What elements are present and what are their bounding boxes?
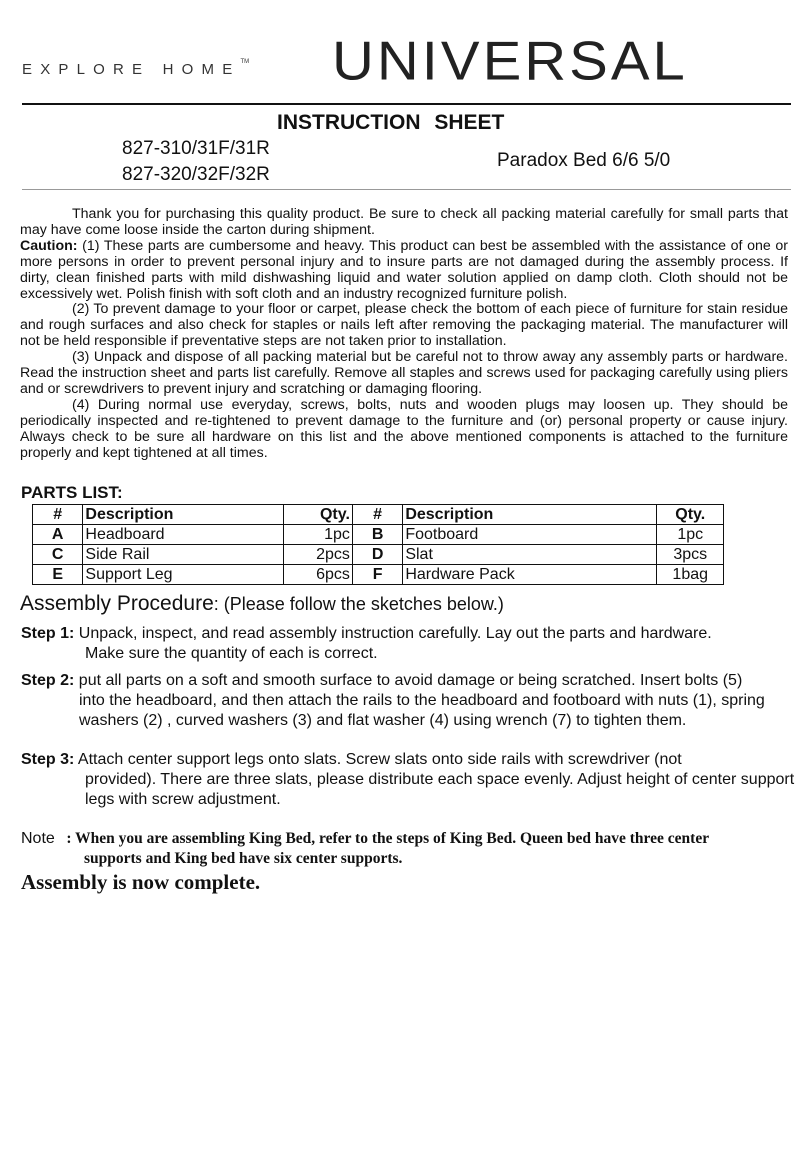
parts-table-header <box>33 505 724 525</box>
parts-list-heading: PARTS LIST: <box>21 483 123 502</box>
model-number-2: 827-320/32F/32R <box>122 164 270 185</box>
intro-text <box>20 207 788 462</box>
caution-paragraph <box>20 239 788 303</box>
part-description: Support Leg <box>83 565 284 585</box>
col-header-qty-1: Qty. <box>284 505 352 525</box>
part-qty: 6pcs <box>284 565 352 585</box>
part-qty: 1pc <box>284 525 352 545</box>
intro-paragraph-4: (3) Unpack and dispose of all packing material but be careful not to throw away any assembly parts or hardware. Read the instruction sheet and parts list carefully. Remove all staples and screws used for packaging carefully using pliers and or screwdrivers to prevent injury and scratching or damaging flooring. <box>20 349 788 397</box>
header-divider <box>22 103 791 105</box>
page-title: INSTRUCTION SHEET <box>277 111 505 134</box>
part-qty: 1bag <box>657 565 724 585</box>
note-label: Note <box>21 830 55 847</box>
table-row <box>33 565 724 585</box>
step-2 <box>21 671 796 731</box>
table-row <box>33 525 724 545</box>
step-text: put all parts on a soft and smooth surface to avoid damage or being scratched. Insert bolts (5) <box>74 672 743 689</box>
assembly-complete-text: Assembly is now complete. <box>21 870 261 894</box>
step-text-continued: Make sure the quantity of each is correct. <box>85 645 378 662</box>
part-id: A <box>33 525 83 545</box>
col-header-description-1: Description <box>83 505 284 525</box>
step-text-continued: provided). There are three slats, please distribute each space evenly. Adjust height of center support legs with screw adjustment. <box>85 771 795 808</box>
step-text-continued: into the headboard, and then attach the rails to the headboard and footboard with nuts (1), spring washers (2) , curved washers (3) and flat washer (4) using wrench (7) to tighten them. <box>79 692 765 729</box>
step-1 <box>21 624 796 664</box>
part-id: F <box>352 565 402 585</box>
part-description: Headboard <box>83 525 284 545</box>
brand-logo: UNIVERSAL <box>332 30 688 92</box>
step-3 <box>21 750 796 810</box>
part-description: Footboard <box>403 525 657 545</box>
intro-paragraph-5: (4) During normal use everyday, screws, bolts, nuts and wooden plugs may loosen up. They should be periodically inspected and re-tightened to prevent damage to the furniture and (or) personal property or cause injury. Always check to be sure all hardware on this list and the above mentioned components is attached to the furniture properly and kept tightened at all times. <box>20 396 788 461</box>
step-text: Unpack, inspect, and read assembly instruction carefully. Lay out the parts and hardware. <box>74 625 712 642</box>
col-header-id-2: # <box>352 505 402 525</box>
step-label: Step 1: <box>21 625 75 642</box>
brand-tagline: EXPLORE HOME™ <box>22 59 250 78</box>
part-description: Side Rail <box>83 545 284 565</box>
part-qty: 3pcs <box>657 545 724 565</box>
part-id: B <box>352 525 402 545</box>
part-id: C <box>33 545 83 565</box>
title-divider <box>22 189 791 190</box>
part-id: E <box>33 565 83 585</box>
col-header-description-2: Description <box>403 505 657 525</box>
step-text: Attach center support legs onto slats. Screw slats onto side rails with screwdriver (not <box>74 751 682 768</box>
part-description: Hardware Pack <box>403 565 657 585</box>
part-qty: 1pc <box>657 525 724 545</box>
note <box>21 829 791 869</box>
col-header-id-1: # <box>33 505 83 525</box>
step-label: Step 3: <box>21 751 75 768</box>
trademark-mark: TM <box>240 59 250 65</box>
part-description: Slat <box>403 545 657 565</box>
note-text: : When you are assembling King Bed, refer to the steps of King Bed. Queen bed have three center <box>54 830 710 847</box>
intro-paragraph-3: (2) To prevent damage to your floor or carpet, please check the bottom of each piece of furniture for stain residue and rough surfaces and also check for staples or nails left after removing the packaging material. The manufacturer will not be held responsible if preventative steps are not taken prior to installation. <box>20 301 788 350</box>
note-text-continued: supports and King bed have six center supports. <box>84 850 403 867</box>
caution-text: (1) These parts are cumbersome and heavy. This product can best be assembled with the assistance of one or more persons in order to prevent personal injury and to insure parts are not damaged during the assembly process. If dirty, clean finished parts with mild dishwashing liquid and water solution applied on damp cloth. Cloth should not be excessively wet. Polish finish with soft cloth and an industry recognized furniture polish. <box>20 237 788 302</box>
assembly-procedure-heading: Assembly Procedure: (Please follow the sketches below.) <box>20 592 504 615</box>
part-id: D <box>352 545 402 565</box>
caution-label: Caution: <box>20 237 78 254</box>
col-header-qty-2: Qty. <box>657 505 724 525</box>
intro-paragraph-1: Thank you for purchasing this quality product. Be sure to check all packing material carefully for small parts that may have come loose inside the carton during shipment. <box>20 206 788 238</box>
assembly-procedure-subheading: : (Please follow the sketches below.) <box>213 594 504 614</box>
table-row <box>33 545 724 565</box>
model-number-1: 827-310/31F/31R <box>122 138 270 159</box>
step-label: Step 2: <box>21 672 75 689</box>
parts-table <box>32 504 724 585</box>
part-qty: 2pcs <box>284 545 352 565</box>
product-name: Paradox Bed 6/6 5/0 <box>497 150 671 171</box>
